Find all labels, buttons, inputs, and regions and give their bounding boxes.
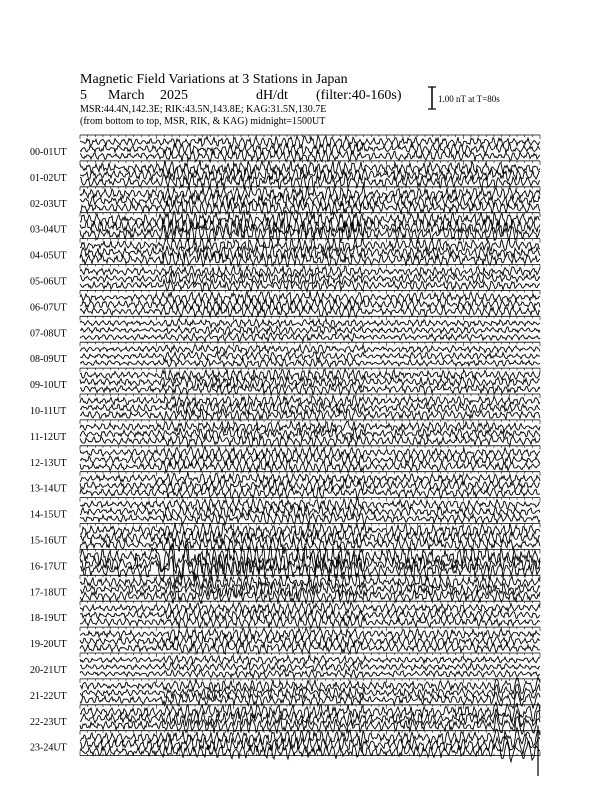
hour-row bbox=[30, 653, 540, 678]
hour-label: 21-22UT bbox=[30, 690, 67, 702]
trace-kag bbox=[80, 447, 540, 459]
trace-rik bbox=[80, 143, 540, 155]
trace-msr bbox=[80, 487, 540, 499]
hour-row bbox=[30, 290, 540, 317]
hour-label: 17-18UT bbox=[30, 587, 67, 599]
chart-title: Magnetic Field Variations at 3 Stations in Japan bbox=[80, 72, 348, 87]
trace-kag bbox=[80, 291, 540, 303]
hour-label: 03-04UT bbox=[30, 224, 67, 236]
trace-msr bbox=[80, 670, 540, 678]
hour-label: 12-13UT bbox=[30, 457, 67, 469]
hour-row bbox=[30, 446, 540, 473]
hour-row bbox=[30, 342, 540, 367]
date-day: 5 bbox=[80, 88, 87, 103]
station-coordinates: MSR:44.4N,142.3E; RIK:43.5N,143.8E; KAG:31.5N,130.7E bbox=[80, 104, 327, 115]
hour-row bbox=[30, 472, 540, 499]
hour-row bbox=[30, 677, 540, 708]
quantity-label: dH/dt bbox=[256, 88, 288, 103]
hour-label: 20-21UT bbox=[30, 665, 67, 676]
hour-row bbox=[30, 728, 540, 762]
date-year: 2025 bbox=[160, 88, 188, 103]
hour-label: 15-16UT bbox=[30, 535, 67, 547]
hour-row bbox=[30, 498, 540, 525]
hour-label: 14-15UT bbox=[30, 509, 67, 521]
hour-row bbox=[30, 211, 540, 243]
hour-row bbox=[30, 627, 540, 654]
hour-label: 06-07UT bbox=[30, 302, 67, 314]
date-month: March bbox=[108, 88, 145, 103]
hour-label: 02-03UT bbox=[30, 198, 67, 210]
hour-row bbox=[30, 575, 540, 604]
hour-row bbox=[30, 702, 540, 734]
hour-label: 08-09UT bbox=[30, 354, 67, 366]
hour-row bbox=[30, 601, 540, 628]
hour-label: 22-23UT bbox=[30, 716, 67, 728]
hour-label: 10-11UT bbox=[30, 406, 67, 417]
hour-label: 04-05UT bbox=[30, 250, 67, 262]
trace-msr bbox=[80, 643, 540, 655]
hour-row bbox=[30, 394, 540, 421]
trace-rik bbox=[80, 609, 540, 621]
hour-row bbox=[30, 316, 540, 341]
trace-rik bbox=[80, 326, 540, 335]
trace-msr bbox=[80, 383, 540, 395]
trace-msr bbox=[80, 616, 540, 628]
hour-label: 19-20UT bbox=[30, 639, 67, 651]
order-note: (from bottom to top, MSR, RIK, & KAG) midnight=1500UT bbox=[80, 116, 326, 127]
trace-msr bbox=[80, 333, 540, 342]
hour-row bbox=[30, 420, 540, 447]
hour-row bbox=[30, 265, 540, 292]
hour-row bbox=[30, 160, 540, 189]
trace-rik bbox=[80, 663, 540, 672]
trace-rik bbox=[80, 298, 540, 310]
trace-msr bbox=[80, 359, 540, 367]
hour-label: 09-10UT bbox=[30, 380, 67, 392]
trace-msr bbox=[80, 279, 540, 291]
trace-rik bbox=[80, 402, 540, 414]
hour-label: 05-06UT bbox=[30, 276, 67, 288]
scale-label: 1.00 nT at T=80s bbox=[438, 94, 500, 104]
hour-row bbox=[30, 135, 540, 162]
hour-row bbox=[30, 368, 540, 395]
filter-label: (filter:40-160s) bbox=[316, 88, 402, 103]
hour-label: 16-17UT bbox=[30, 561, 67, 573]
hour-label: 18-19UT bbox=[30, 613, 67, 625]
trace-rik bbox=[80, 352, 540, 361]
hour-row bbox=[30, 238, 540, 267]
hour-label: 13-14UT bbox=[30, 483, 67, 495]
hour-label: 23-24UT bbox=[30, 742, 67, 754]
hour-label: 01-02UT bbox=[30, 172, 67, 184]
hour-label: 00-01UT bbox=[30, 147, 67, 158]
hour-label: 07-08UT bbox=[30, 328, 67, 340]
hour-label: 11-12UT bbox=[30, 431, 67, 443]
